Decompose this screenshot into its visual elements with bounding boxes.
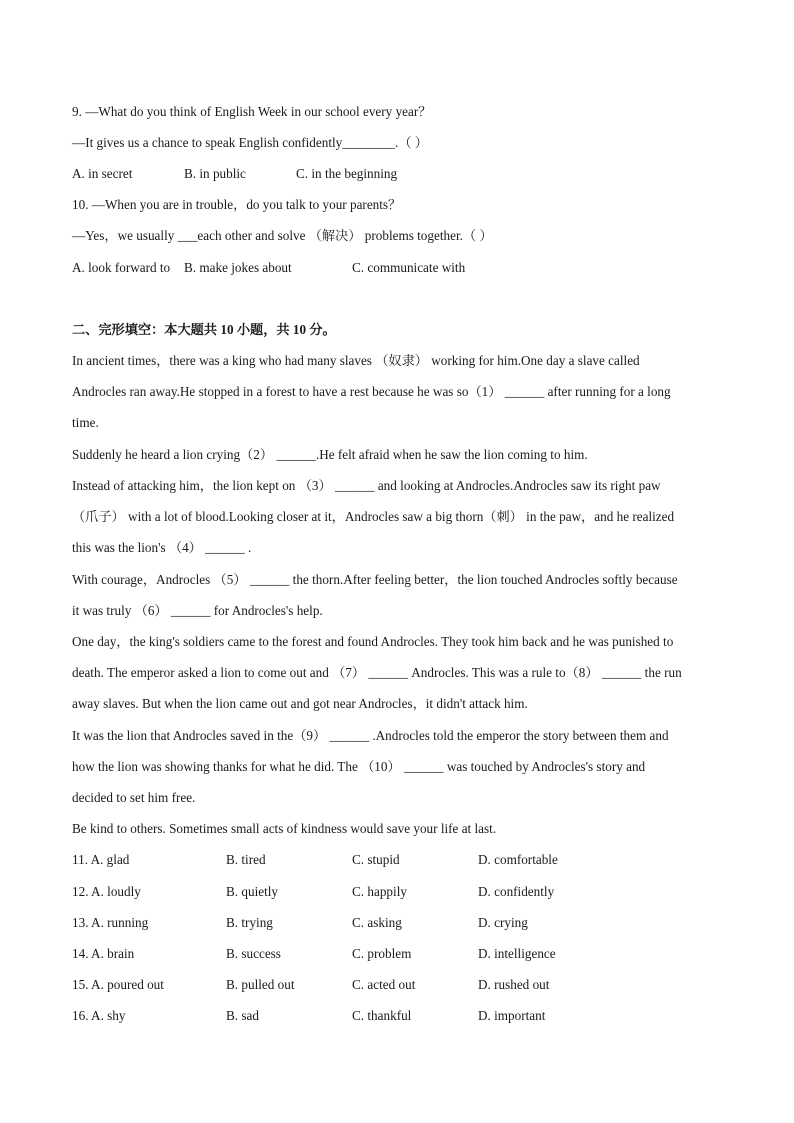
- choice-b: B. sad: [226, 1008, 259, 1023]
- q9-options: [72, 165, 722, 183]
- choice-d: D. important: [478, 1008, 546, 1023]
- choice-a: 11. A. glad: [72, 852, 130, 867]
- passage-line: It was the lion that Androcles saved in the（9） ______ .Androcles told the emperor the story between them and: [72, 728, 669, 743]
- choice-d: D. comfortable: [478, 852, 558, 867]
- choice-c: C. happily: [352, 884, 407, 899]
- choice-d: D. crying: [478, 915, 528, 930]
- passage-line: Androcles ran away.He stopped in a forest to have a rest because he was so（1） ______ after running for a long: [72, 384, 671, 399]
- choice-b: B. pulled out: [226, 977, 295, 992]
- choice-c: C. stupid: [352, 852, 400, 867]
- choice-row: [72, 1007, 722, 1025]
- passage-line: Suddenly he heard a lion crying（2） ______.He felt afraid when he saw the lion coming to him.: [72, 447, 588, 462]
- choice-c: C. thankful: [352, 1008, 412, 1023]
- choice-c: C. problem: [352, 946, 412, 961]
- choice-row: [72, 883, 722, 901]
- choice-a: 14. A. brain: [72, 946, 135, 961]
- q10-option-a: A. look forward to: [72, 260, 171, 275]
- choice-row: [72, 976, 722, 994]
- q9-answer-line: —It gives us a chance to speak English confidently________.（ ）: [72, 135, 428, 150]
- passage-line: death. The emperor asked a lion to come out and （7） ______ Androcles. This was a rule to（8） ______ the run: [72, 665, 682, 680]
- choice-b: B. trying: [226, 915, 273, 930]
- choice-d: D. intelligence: [478, 946, 556, 961]
- choice-a: 13. A. running: [72, 915, 149, 930]
- passage-line: With courage，Androcles （5） ______ the thorn.After feeling better，the lion touched Androcles softly because: [72, 572, 678, 587]
- passage-line: how the lion was showing thanks for what he did. The （10） ______ was touched by Androcles's story and: [72, 759, 646, 774]
- choice-b: B. success: [226, 946, 281, 961]
- choice-c: C. asking: [352, 915, 402, 930]
- passage-line: it was truly （6） ______ for Androcles's help.: [72, 603, 323, 618]
- passage-line: One day，the king's soldiers came to the forest and found Androcles. They took him back and he was punished to: [72, 634, 674, 649]
- q10-answer-line: —Yes，we usually ___each other and solve （解决） problems together.（ ）: [72, 228, 493, 243]
- passage-line: time.: [72, 415, 99, 430]
- q9-question: 9. —What do you think of English Week in our school every year？: [72, 104, 432, 119]
- passage-line: In ancient times，there was a king who had many slaves （奴隶） working for him.One day a slave called: [72, 353, 640, 368]
- q10-question: 10. —When you are in trouble，do you talk to your parents？: [72, 197, 402, 212]
- choice-a: 12. A. loudly: [72, 884, 141, 899]
- q9-option-c: C. in the beginning: [296, 166, 398, 181]
- choice-row: [72, 851, 722, 869]
- choice-row: [72, 945, 722, 963]
- passage-line: this was the lion's （4） ______ .: [72, 540, 252, 555]
- choice-d: D. confidently: [478, 884, 555, 899]
- choice-b: B. quietly: [226, 884, 279, 899]
- q10-option-b: B. make jokes about: [184, 260, 292, 275]
- section-heading: 二、完形填空：本大题共 10 小题，共 10 分。: [72, 322, 336, 337]
- passage-line: Be kind to others. Sometimes small acts of kindness would save your life at last.: [72, 821, 497, 836]
- choice-b: B. tired: [226, 852, 266, 867]
- choice-a: 16. A. shy: [72, 1008, 126, 1023]
- q9-option-a: A. in secret: [72, 166, 133, 181]
- q9-option-b: B. in public: [184, 166, 246, 181]
- q10-options: [72, 259, 722, 277]
- choice-row: [72, 914, 722, 932]
- passage-line: Instead of attacking him，the lion kept on （3） ______ and looking at Androcles.Androcles saw its right paw: [72, 478, 661, 493]
- passage-line: （爪子） with a lot of blood.Looking closer at it，Androcles saw a big thorn（刺） in the paw，and he realized: [72, 509, 675, 524]
- choice-a: 15. A. poured out: [72, 977, 164, 992]
- choice-d: D. rushed out: [478, 977, 550, 992]
- q10-option-c: C. communicate with: [352, 260, 466, 275]
- passage-line: away slaves. But when the lion came out and got near Androcles，it didn't attack him.: [72, 696, 528, 711]
- choice-c: C. acted out: [352, 977, 416, 992]
- passage-line: decided to set him free.: [72, 790, 196, 805]
